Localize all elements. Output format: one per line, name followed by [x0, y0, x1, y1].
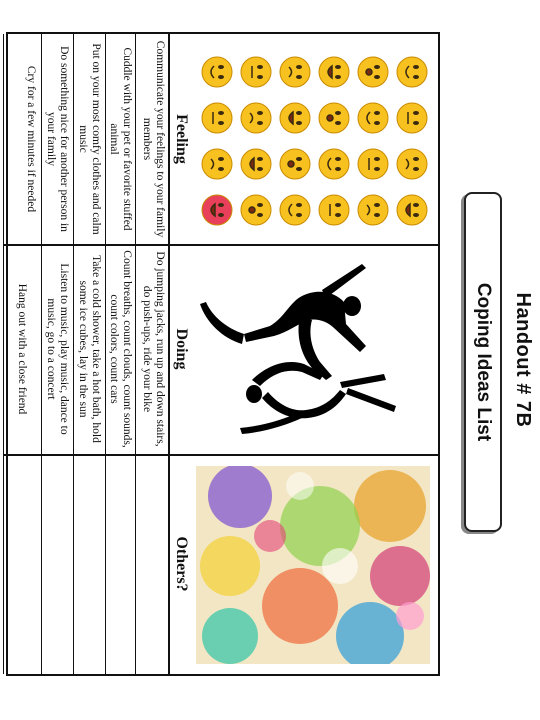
emoji-face-icon [319, 195, 349, 225]
row-rule [73, 34, 74, 674]
dancer-icon [198, 262, 430, 438]
row-rule [105, 34, 106, 674]
doing-cell: Hang out with a close friend [16, 283, 28, 415]
colorful-bokeh-image [196, 466, 430, 664]
doing-cell: Do jumping jacks, run up and down stairs, do push-ups, ride your bike [141, 251, 166, 447]
feeling-cell: Communicate your feelings to your family members [141, 40, 166, 238]
emoji-face-icon [397, 195, 427, 225]
bokeh-icon [196, 466, 430, 664]
emoji-face-icon [319, 57, 349, 87]
feeling-cell: Do something nice for another person in your family [45, 46, 70, 232]
emoji-face-icon [397, 57, 427, 87]
subtitle-text: Coping Ideas List [473, 282, 494, 442]
emoji-grid-icon [196, 48, 432, 232]
doing-cell: Take a cold shower, take a hot bath, hold some ice cubes, lay in the sun [77, 255, 102, 443]
emoji-face-icon [241, 195, 271, 225]
emoji-face-icon [202, 195, 232, 225]
dancer-silhouettes-image [198, 262, 430, 438]
emoji-face-icon [319, 103, 349, 133]
emoji-face-icon [397, 149, 427, 179]
emoji-face-icon [241, 149, 271, 179]
doing-cell: Count breaths, count clouds, count sounds, count colors, count cars [108, 250, 133, 448]
feeling-cell: Cry for a few minutes if needed [25, 65, 37, 213]
column-divider [4, 244, 438, 246]
coping-table [6, 32, 440, 676]
emoji-face-icon [397, 103, 427, 133]
subtitle-banner [464, 192, 502, 532]
emoji-face-icon [358, 149, 388, 179]
emoji-face-icon [280, 149, 310, 179]
emoji-faces-image [196, 48, 432, 232]
handout-page [0, 30, 540, 690]
emoji-face-icon [202, 103, 232, 133]
emoji-face-icon [319, 149, 349, 179]
row-rule [3, 34, 4, 674]
feeling-cell: Put on your most comfy clothes and calm music [77, 43, 102, 235]
page-title: Handout # 7B [512, 292, 534, 428]
emoji-face-icon [280, 195, 310, 225]
row-rule [41, 34, 42, 674]
emoji-face-icon [241, 103, 271, 133]
emoji-face-icon [358, 103, 388, 133]
column-header-doing: Doing [173, 328, 190, 370]
emoji-face-icon [280, 57, 310, 87]
emoji-face-icon [241, 57, 271, 87]
doing-cell: Listen to music, play music, dance to music, go to a concert [45, 263, 70, 435]
row-rule [135, 34, 136, 674]
column-header-others: Others? [173, 536, 190, 592]
emoji-face-icon [358, 195, 388, 225]
emoji-face-icon [202, 57, 232, 87]
emoji-face-icon [358, 57, 388, 87]
emoji-face-icon [280, 103, 310, 133]
emoji-face-icon [202, 149, 232, 179]
column-divider [4, 454, 438, 456]
column-header-feeling: Feeling [173, 114, 190, 164]
feeling-cell: Cuddle with your pet or favorite stuffed animal [108, 47, 133, 231]
header-rule [169, 34, 171, 674]
